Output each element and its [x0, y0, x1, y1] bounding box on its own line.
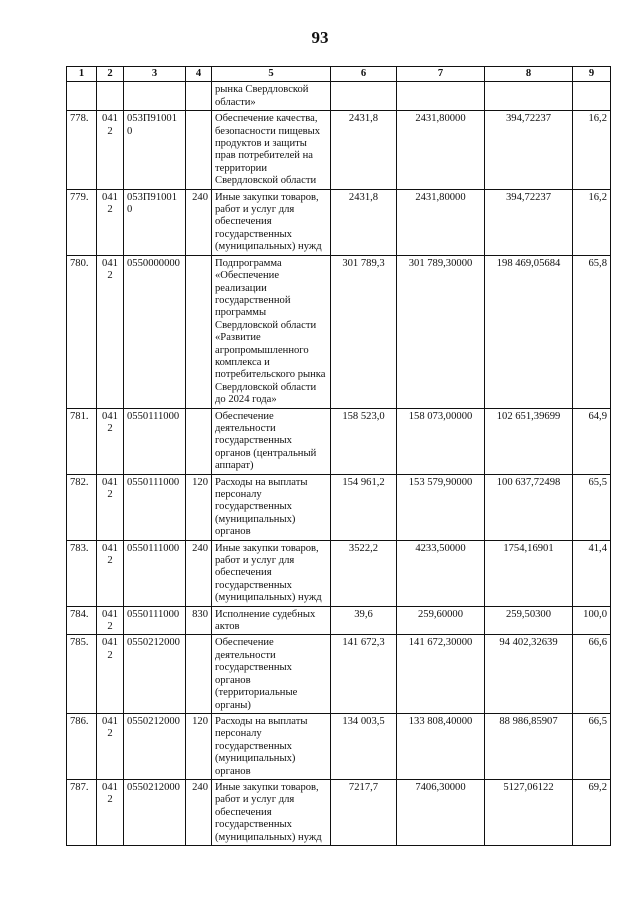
name-cell: Обеспечение деятельности государственных органов (центральный аппарат): [212, 408, 331, 474]
percent-cell: 100,0: [573, 606, 611, 635]
expense-type-cell: 120: [186, 474, 212, 540]
value-col-6-cell: 301 789,3: [331, 255, 397, 408]
row-number-cell: 786.: [67, 713, 97, 779]
value-col-6-cell: 141 672,3: [331, 635, 397, 713]
table-row: [67, 540, 611, 606]
value-col-6-cell: 2431,8: [331, 189, 397, 255]
name-cell: Исполнение судебных актов: [212, 606, 331, 635]
value-col-8-cell: 94 402,32639: [485, 635, 573, 713]
target-code-cell: 0550212000: [124, 713, 186, 779]
percent-cell: 66,6: [573, 635, 611, 713]
header-col-5: 5: [212, 67, 331, 82]
percent-cell: 64,9: [573, 408, 611, 474]
value-col-8-cell: 100 637,72498: [485, 474, 573, 540]
row-number-cell: 784.: [67, 606, 97, 635]
table-row: [67, 635, 611, 713]
expense-type-cell: 240: [186, 540, 212, 606]
header-col-2: 2: [97, 67, 124, 82]
name-cell: Иные закупки товаров, работ и услуг для обеспечения государственных (муниципальных) нужд: [212, 779, 331, 845]
header-col-7: 7: [397, 67, 485, 82]
row-number-cell: 787.: [67, 779, 97, 845]
section-code-cell: 0412: [97, 255, 124, 408]
percent-cell: 65,5: [573, 474, 611, 540]
row-number-cell: 782.: [67, 474, 97, 540]
table-row: [67, 82, 611, 111]
value-col-8-cell: 394,72237: [485, 189, 573, 255]
value-col-6-cell: 3522,2: [331, 540, 397, 606]
value-col-6-cell: 158 523,0: [331, 408, 397, 474]
value-col-8-cell: 88 986,85907: [485, 713, 573, 779]
row-number-cell: 783.: [67, 540, 97, 606]
percent-cell: 16,2: [573, 189, 611, 255]
name-cell: рынка Свердловской области»: [212, 82, 331, 111]
value-col-7-cell: 133 808,40000: [397, 713, 485, 779]
header-col-4: 4: [186, 67, 212, 82]
section-code-cell: 0412: [97, 189, 124, 255]
value-col-8-cell: 259,50300: [485, 606, 573, 635]
value-col-6-cell: 154 961,2: [331, 474, 397, 540]
budget-table: [66, 66, 611, 846]
value-col-7-cell: 153 579,90000: [397, 474, 485, 540]
value-col-8-cell: 198 469,05684: [485, 255, 573, 408]
target-code-cell: 0550212000: [124, 779, 186, 845]
expense-type-cell: [186, 408, 212, 474]
row-number-cell: [67, 82, 97, 111]
expense-type-cell: 120: [186, 713, 212, 779]
expense-type-cell: [186, 635, 212, 713]
row-number-cell: 785.: [67, 635, 97, 713]
name-cell: Обеспечение качества, безопасности пищевых продуктов и защиты прав потребителей на территории Свердловской области: [212, 111, 331, 189]
section-code-cell: 0412: [97, 540, 124, 606]
value-col-6-cell: 7217,7: [331, 779, 397, 845]
percent-cell: 41,4: [573, 540, 611, 606]
table-row: [67, 408, 611, 474]
table-row: [67, 111, 611, 189]
section-code-cell: 0412: [97, 111, 124, 189]
header-col-1: 1: [67, 67, 97, 82]
value-col-6-cell: [331, 82, 397, 111]
value-col-8-cell: 5127,06122: [485, 779, 573, 845]
row-number-cell: 778.: [67, 111, 97, 189]
target-code-cell: 0550111000: [124, 474, 186, 540]
expense-type-cell: [186, 82, 212, 111]
percent-cell: 65,8: [573, 255, 611, 408]
header-col-6: 6: [331, 67, 397, 82]
value-col-7-cell: [397, 82, 485, 111]
page-number: 93: [311, 28, 329, 47]
expense-type-cell: 240: [186, 189, 212, 255]
value-col-6-cell: 134 003,5: [331, 713, 397, 779]
value-col-7-cell: 301 789,30000: [397, 255, 485, 408]
value-col-7-cell: 4233,50000: [397, 540, 485, 606]
expense-type-cell: [186, 255, 212, 408]
target-code-cell: 0550111000: [124, 408, 186, 474]
name-cell: Подпрограмма «Обеспечение реализации государственной программы Свердловской области «Развитие агропромышленного комплекса и потребительского рынка Свердловской области до 2024 года»: [212, 255, 331, 408]
value-col-7-cell: 2431,80000: [397, 111, 485, 189]
header-col-9: 9: [573, 67, 611, 82]
target-code-cell: 0550111000: [124, 606, 186, 635]
name-cell: Расходы на выплаты персоналу государственных (муниципальных) органов: [212, 713, 331, 779]
expense-type-cell: [186, 111, 212, 189]
section-code-cell: 0412: [97, 635, 124, 713]
table-row: [67, 255, 611, 408]
value-col-8-cell: 102 651,39699: [485, 408, 573, 474]
name-cell: Иные закупки товаров, работ и услуг для обеспечения государственных (муниципальных) нужд: [212, 540, 331, 606]
target-code-cell: 0550111000: [124, 540, 186, 606]
target-code-cell: 053П910010: [124, 111, 186, 189]
table-row: [67, 189, 611, 255]
percent-cell: [573, 82, 611, 111]
table-row: [67, 713, 611, 779]
value-col-6-cell: 39,6: [331, 606, 397, 635]
header-col-8: 8: [485, 67, 573, 82]
section-code-cell: 0412: [97, 474, 124, 540]
name-cell: Обеспечение деятельности государственных органов (территориальные органы): [212, 635, 331, 713]
value-col-7-cell: 158 073,00000: [397, 408, 485, 474]
table-body: [67, 82, 611, 846]
percent-cell: 16,2: [573, 111, 611, 189]
row-number-cell: 779.: [67, 189, 97, 255]
target-code-cell: 053П910010: [124, 189, 186, 255]
section-code-cell: 0412: [97, 408, 124, 474]
expense-type-cell: 830: [186, 606, 212, 635]
table-row: [67, 779, 611, 845]
section-code-cell: 0412: [97, 779, 124, 845]
value-col-7-cell: 7406,30000: [397, 779, 485, 845]
section-code-cell: 0412: [97, 606, 124, 635]
name-cell: Расходы на выплаты персоналу государственных (муниципальных) органов: [212, 474, 331, 540]
percent-cell: 66,5: [573, 713, 611, 779]
target-code-cell: 0550212000: [124, 635, 186, 713]
table-row: [67, 606, 611, 635]
value-col-8-cell: 1754,16901: [485, 540, 573, 606]
expense-type-cell: 240: [186, 779, 212, 845]
target-code-cell: [124, 82, 186, 111]
section-code-cell: 0412: [97, 713, 124, 779]
name-cell: Иные закупки товаров, работ и услуг для обеспечения государственных (муниципальных) нужд: [212, 189, 331, 255]
value-col-7-cell: 259,60000: [397, 606, 485, 635]
table-header-row: [67, 67, 611, 82]
value-col-8-cell: 394,72237: [485, 111, 573, 189]
header-col-3: 3: [124, 67, 186, 82]
value-col-6-cell: 2431,8: [331, 111, 397, 189]
target-code-cell: 0550000000: [124, 255, 186, 408]
value-col-8-cell: [485, 82, 573, 111]
row-number-cell: 780.: [67, 255, 97, 408]
table-row: [67, 474, 611, 540]
value-col-7-cell: 2431,80000: [397, 189, 485, 255]
section-code-cell: [97, 82, 124, 111]
percent-cell: 69,2: [573, 779, 611, 845]
value-col-7-cell: 141 672,30000: [397, 635, 485, 713]
row-number-cell: 781.: [67, 408, 97, 474]
